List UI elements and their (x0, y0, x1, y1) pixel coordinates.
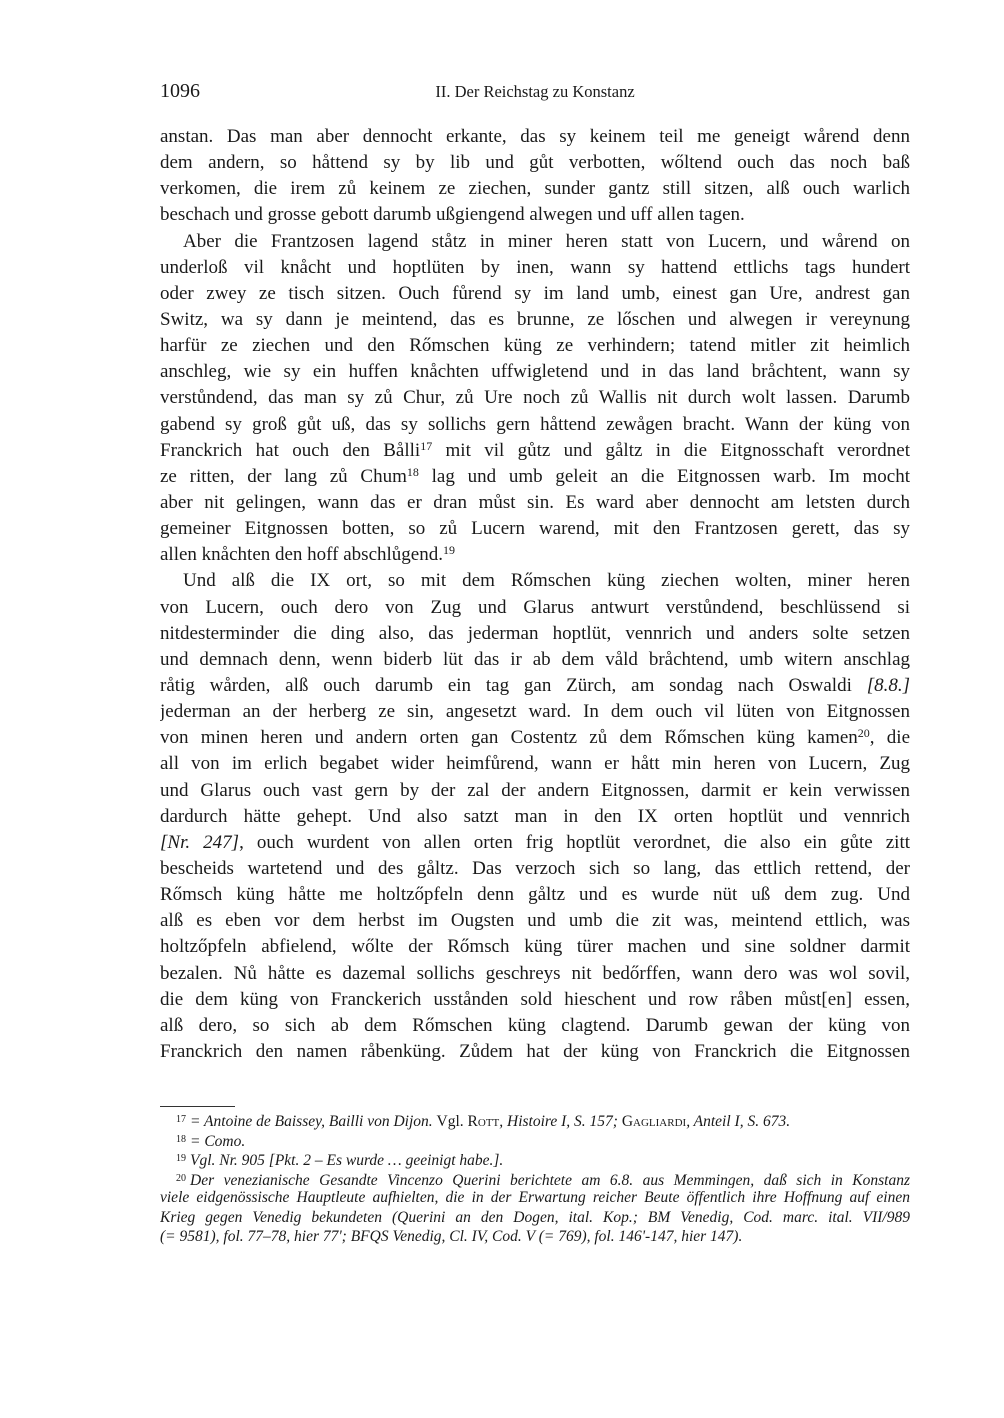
footnote-number: 20 (176, 1172, 186, 1184)
text-line: verstůndend, das man sy zů Chur, zů Ure noch zů Wallis nit durch wolt lassen. Darumb (160, 387, 910, 409)
text-line: allen knåchten den hoff abschlůgend.$^{19}$ (160, 543, 455, 566)
text-line: Franckrich den namen råbenküng. Zůdem hat der küng von Franckrich die Eitgnossen (160, 1040, 910, 1062)
text-line: verkomen, die irem zů keinem ze ziechen, sunder gantz still sitzen, alß ouch warlich (160, 178, 910, 200)
text-line: aber nit gelingen, wann das er dran můst sin. Es ward aber dennocht am letsten durch (160, 491, 910, 513)
footnote-line: (= 9581), fol. 77–78, hier 77'; BFQS Venedig, Cl. IV, Cod. V (= 769), fol. 146'-147, hier 147). (160, 1228, 743, 1245)
text-line: Franckrich hat ouch den Bålli$^{17}$ mit vil gůtz und gåltz in die Eitgnosschaft verordnet (160, 438, 910, 461)
author-name: Rott (467, 1113, 500, 1130)
footnote-number: 17 (176, 1114, 186, 1125)
footnote-line: $^{17}$ = Antoine de Baissey, Bailli von Dijon. Vgl. Rott, Histoire I, S. 157; Gagliardi, Anteil I, S. 673. (176, 1113, 791, 1130)
footnote-line: $^{19}$ Vgl. Nr. 905 [Pkt. 2 – Es wurde … geeinigt habe.]. (176, 1152, 504, 1169)
text-line: [Nr. 247], ouch wurdent von allen orten frig hoptlüt verordnet, die also ein gůte zitt (160, 831, 910, 853)
text-line: von minen heren und andern orten gan Costentz zů dem Rőmschen küng kamen$^{20}$, die (160, 726, 910, 749)
footnote-line: $^{20}$ Der venezianische Gesandte Vincenzo Querini berichtete am 6.8. aus Memmingen, daß sich in Konstanz (176, 1171, 910, 1188)
text-line: anschleg, wie sy ein huffen knåchten uffwigletend und in das land bråchtent, wann sy (160, 361, 910, 383)
footnote-line: $^{18}$ = Como. (176, 1132, 246, 1149)
text-line: råtig wården, alß ouch darumb ein tag gan Zürch, am sondag nach Oswaldi [8.8.] (160, 674, 910, 696)
text-line: bescheids wartetend und des gåltz. Das verzoch sich so lang, das ettlich rettend, der (160, 857, 910, 879)
footnote-number: 19 (176, 1153, 186, 1164)
text-line: all von im erlich begabet wider heimfůrend, wann er hått min heren von Lucern, Zug (160, 753, 910, 775)
text-line: Switz, wa sy dann je meintend, das es brunne, ze lőschen und alwegen ir vereynung (160, 308, 910, 330)
text-line: oder zwey ze tisch sitzen. Ouch fůrend sy im land umb, einest gan Ure, andrest gan (160, 282, 910, 304)
main-text (160, 124, 910, 1065)
upright-text: Vgl. (436, 1113, 468, 1130)
text-line: und demnach denn, wenn biderb lüt das ir ab dem våld bråchtend, umb witern anschlag (160, 648, 910, 670)
text-line: ze ritten, der lang zů Chum$^{18}$ lag und umb geleit an die Eitgnossen warb. Im mocht (160, 464, 910, 487)
text-line: alß es eben vor dem herbst im Ougsten und umb die zit was, meintend ettlich, was (160, 910, 910, 932)
footnote-divider (160, 1106, 235, 1107)
text-line: alß dero, so sich ab dem Rőmschen küng clagtend. Darumb gewan der küng von (160, 1014, 910, 1036)
footnotes (160, 1110, 910, 1247)
text-line: anstan. Das man aber dennocht erkante, das sy keinem teil me geneigt wårend denn (160, 126, 910, 147)
text-line: dardurch hätte gehept. Und also satzt man in den IX orten hoptlüt und vennrich (160, 805, 910, 827)
text-line: jederman an der herberg ze sin, angesetzt ward. In dem ouch vil lüten von Eitgnossen (160, 701, 910, 723)
text-line: gemeiner Eitgnossen botten, so zů Lucern warend, mit den Frantzosen gerett, das sy (160, 518, 910, 540)
text-line: gabend sy groß gůt uß, das sy sollichs gern håttend zewågen bracht. Wann der küng von (160, 413, 910, 435)
page-number: 1096 (160, 80, 200, 102)
text-line: und Glarus ouch vast gern by der zal der andern Eitgnossen, darmit er kein verwissen (160, 779, 910, 801)
text-line: Und alß die IX ort, so mit dem Rőmschen küng ziechen wolten, miner heren (183, 570, 910, 592)
footnote-number: 18 (176, 1133, 186, 1145)
editorial-note: [8.8.] (866, 674, 910, 696)
author-name: Gagliardi (621, 1113, 687, 1130)
text-line: beschach und grosse gebott darumb ußgiengend alwegen und uff allen tagen. (160, 204, 745, 226)
text-line: underloß vil knåcht und hoptlüten by inen, wann sy hattend ettlichs tags hundert (160, 256, 910, 278)
text-line: Rőmsch küng håtte me holtzőpfeln denn gåltz und es wurde nüt uß dem zug. Und (160, 884, 910, 906)
footnote-ref: 18 (406, 464, 419, 479)
text-line: von Lucern, ouch dero von Zug und Glarus antwurt verstůndend, beschlüssend si (160, 596, 910, 618)
text-line: holtzőpfeln abfielend, wőlte der Rőmsch küng türer machen und sine soldner darmit (160, 936, 910, 958)
footnote-line: Krieg gegen Venedig bekundeten (Querini an den Dogen, ital. Kop.; BM Venedig, Cod. marc. ital. VII/989 (160, 1208, 910, 1226)
text-line: harfür ze ziechen und den Rőmschen küng ze verhindern; tatend mitler zit heimlich (160, 335, 910, 357)
text-line: die dem küng von Franckerich usstånden sold hieschent und row råben můst[en] essen, (160, 988, 910, 1010)
text-line: bezalen. Nů håtte es dazemal sollichs geschreys nit bedőrffen, wann dero was wol sovil, (160, 962, 910, 984)
footnote-line: viele eidgenössische Hauptleute aufhielten, die in der Erwartung reicher Beute öffentlich ihre Hoffnung auf einen (160, 1189, 910, 1206)
text-line: nitdesterminder die ding also, das jederman hoptlüt, vennrich und anders solte setzen (160, 622, 910, 644)
text-line: dem andern, so håttend sy by lib und gůt verbotten, wőltend ouch das noch baß (160, 152, 910, 174)
editorial-note: [Nr. 247] (160, 831, 240, 853)
text-line: Aber die Frantzosen lagend ståtz in miner heren statt von Lucern, und wårend on (183, 230, 910, 252)
footnote-ref: 19 (442, 543, 455, 558)
footnote-ref: 20 (857, 726, 870, 741)
running-title: II. Der Reichstag zu Konstanz (435, 82, 635, 101)
footnote-ref: 17 (420, 438, 433, 453)
